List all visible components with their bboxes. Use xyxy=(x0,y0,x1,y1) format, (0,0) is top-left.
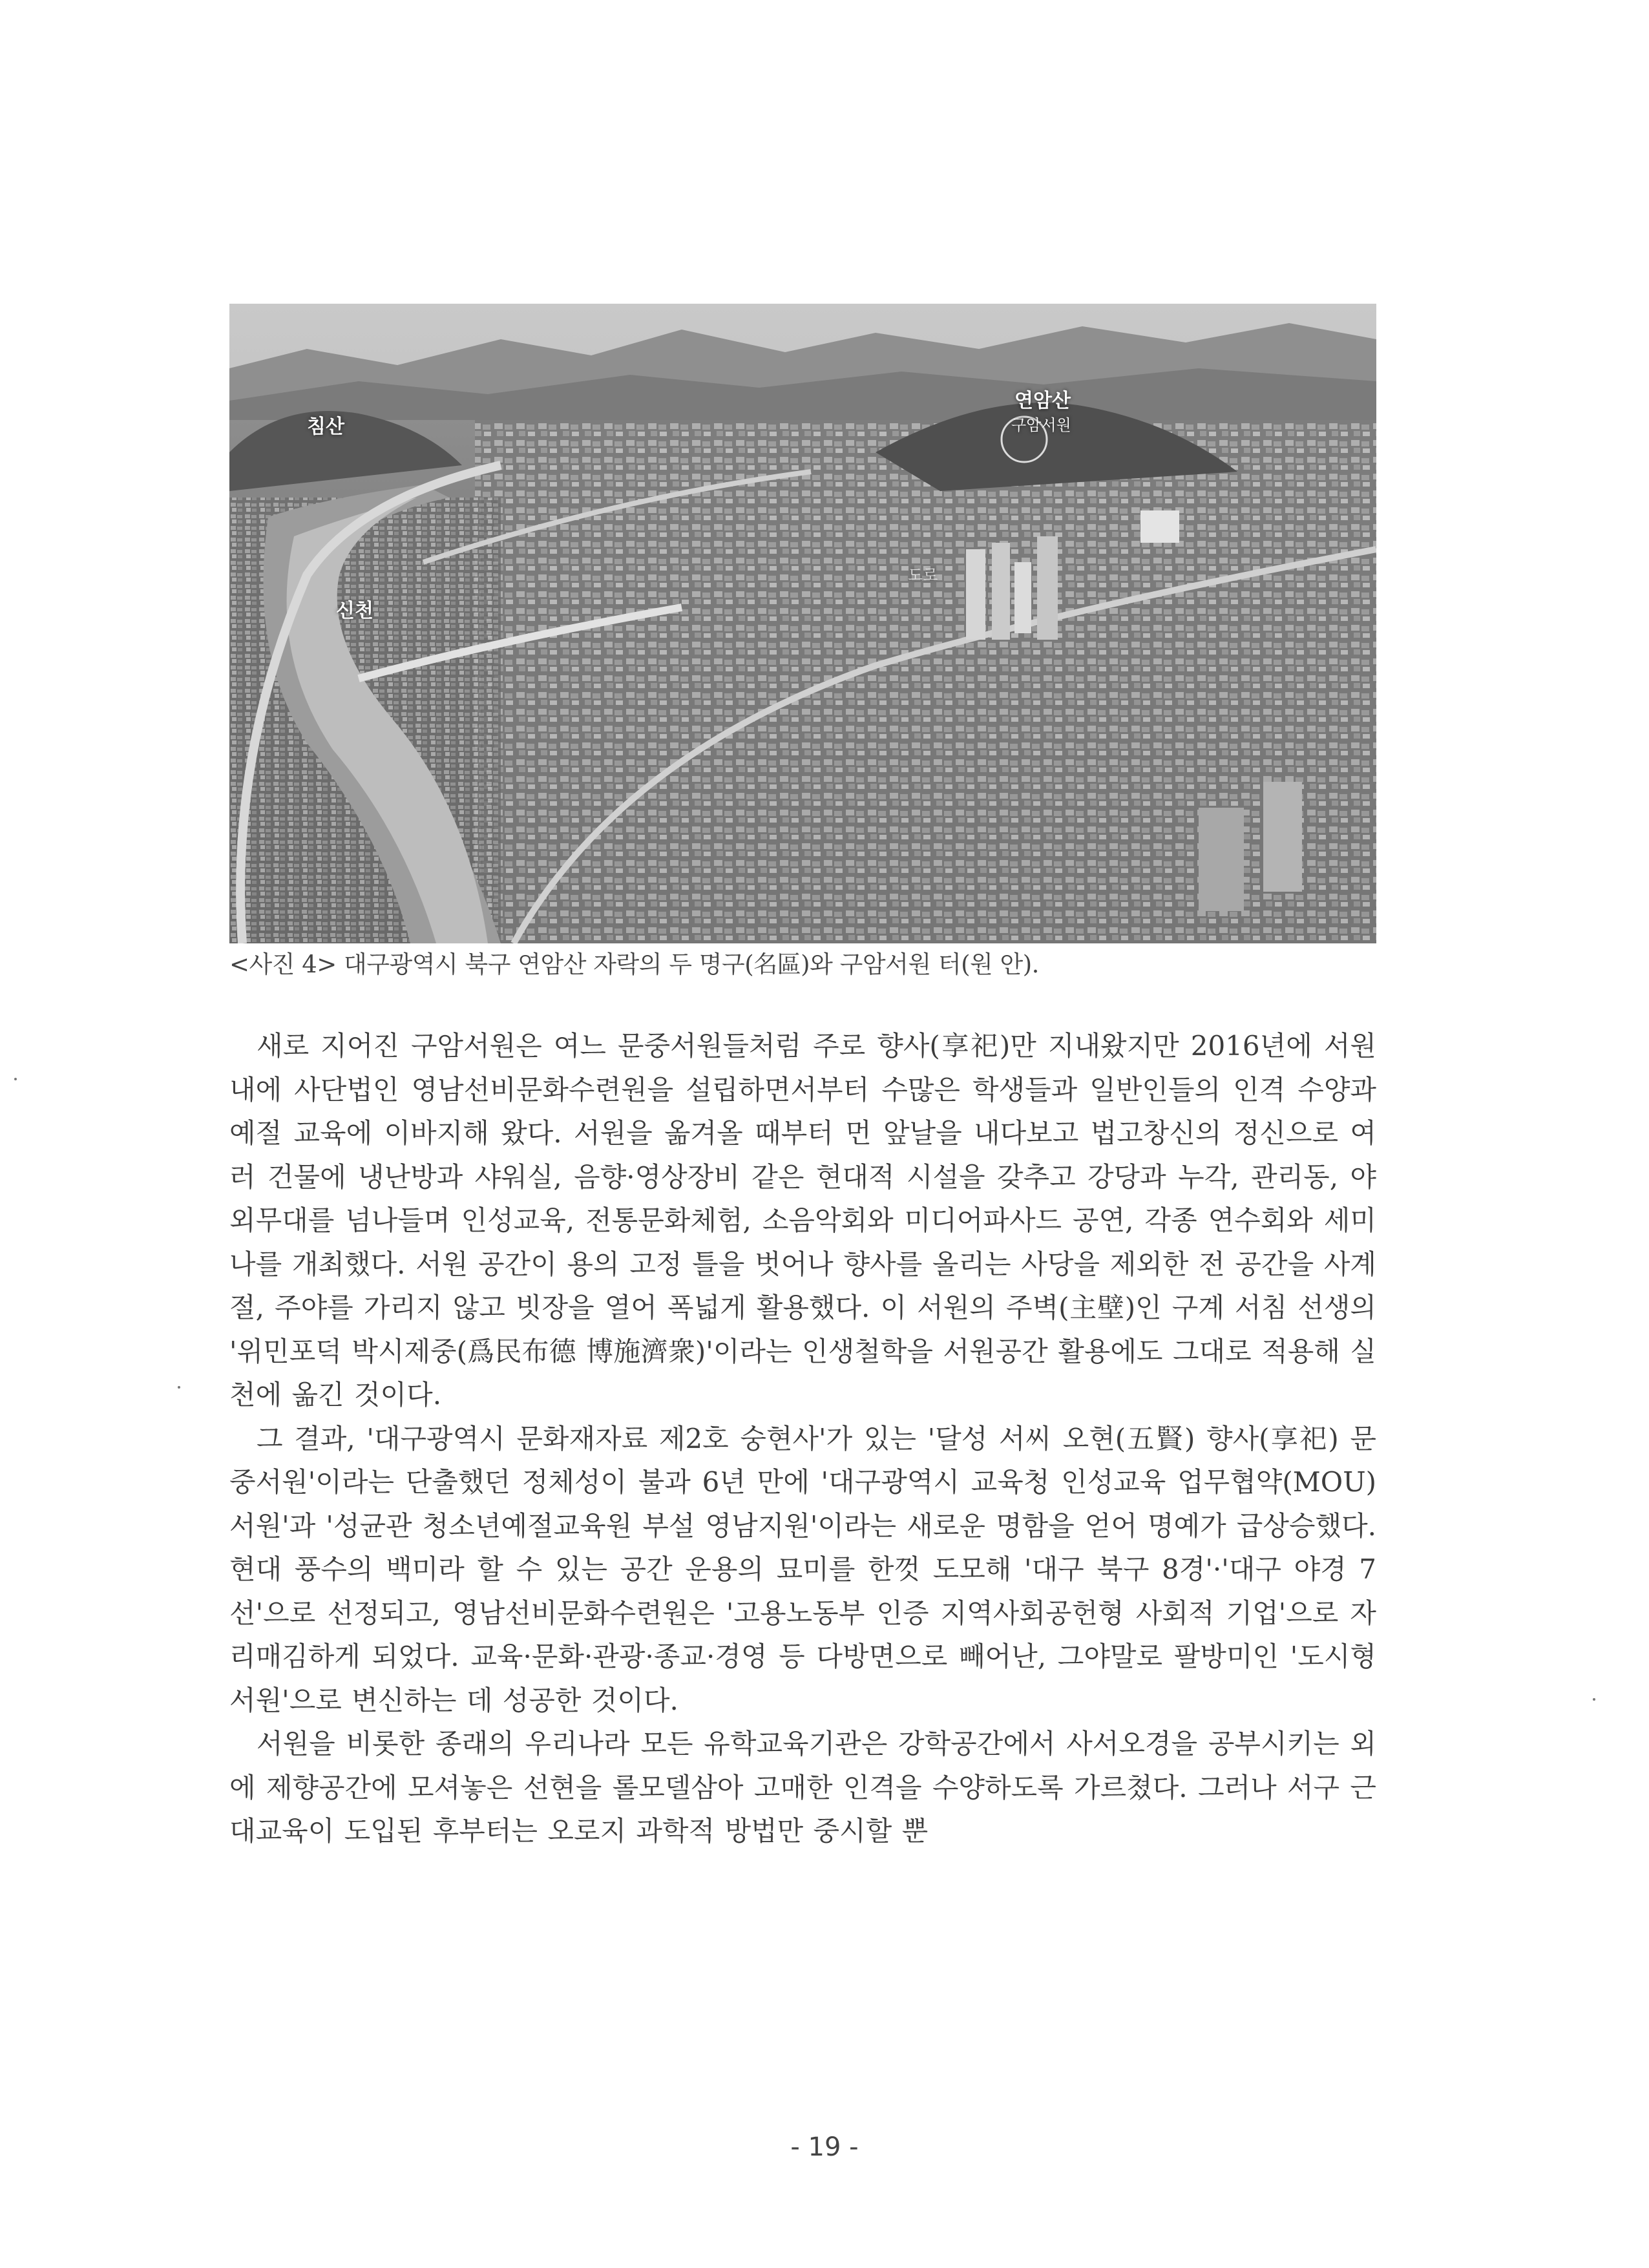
scan-speck xyxy=(14,1078,17,1080)
label-yeonamsan: 연암산 xyxy=(1014,390,1071,412)
page-number: - 19 - xyxy=(790,2132,859,2162)
aerial-photo xyxy=(229,304,1376,943)
body-text xyxy=(229,1024,1376,1853)
label-guamseowon: 구암서원 xyxy=(1011,416,1071,434)
scan-speck xyxy=(178,1386,180,1389)
label-chimsan: 침산 xyxy=(307,415,344,438)
aerial-photo-image xyxy=(229,304,1376,943)
paragraph-2: 그 결과, '대구광역시 문화재자료 제2호 숭현사'가 있는 '달성 서씨 오현(五賢) 향사(享祀) 문중서원'이라는 단출했던 정체성이 불과 6년 만에 '대구광역시 교육청 인성교육 업무협약(MOU) 서원'과 '성균관 청소년예절교육원 부설 영남지원'이라는 새로운 명함을 얻어 명예가 급상승했다. 현대 풍수의 백미라 할 수 있는 공간 운용의 묘미를 한껏 도모해 '대구 북구 8경'·'대구 야경 7선'으로 선정되고, 영남선비문화수련원은 '고용노동부 인증 지역사회공헌형 사회적 기업'으로 자리매김하게 되었다. 교육·문화·관광·종교·경영 등 다방면으로 빼어난, 그야말로 팔방미인 '도시형 서원'으로 변신하는 데 성공한 것이다. xyxy=(229,1422,1376,1716)
scan-speck xyxy=(1593,1698,1595,1701)
photo-caption: <사진 4> 대구광역시 북구 연암산 자락의 두 명구(名區)와 구암서원 터(원 안). xyxy=(229,950,1039,978)
label-sincheon: 신천 xyxy=(336,600,373,622)
paragraph-3: 서원을 비롯한 종래의 우리나라 모든 유학교육기관은 강학공간에서 사서오경을 공부시키는 외에 제향공간에 모셔놓은 선현을 롤모델삼아 고매한 인격을 수양하도록 가르쳤다. 그러나 서구 근대교육이 도입된 후부터는 오로지 과학적 방법만 중시할 뿐 xyxy=(229,1728,1376,1847)
label-road: 도로 xyxy=(908,566,938,584)
paragraph-1: 새로 지어진 구암서원은 여느 문중서원들처럼 주로 향사(享祀)만 지내왔지만 2016년에 서원 내에 사단법인 영남선비문화수련원을 설립하면서부터 수많은 학생들과 일반인들의 인격 수양과 예절 교육에 이바지해 왔다. 서원을 옮겨올 때부터 먼 앞날을 내다보고 법고창신의 정신으로 여러 건물에 냉난방과 샤워실, 음향·영상장비 같은 현대적 시설을 갖추고 강당과 누각, 관리동, 야외무대를 넘나들며 인성교육, 전통문화체험, 소음악회와 미디어파사드 공연, 각종 연수회와 세미나를 개최했다. 서원 공간이 용의 고정 틀을 벗어나 향사를 올리는 사당을 제외한 전 공간을 사계절, 주야를 가리지 않고 빗장을 열어 폭넓게 활용했다. 이 서원의 주벽(主壁)인 구계 서침 선생의 '위민포덕 박시제중(爲民布德 博施濟衆)'이라는 인생철학을 서원공간 활용에도 그대로 적용해 실천에 옮긴 것이다. xyxy=(229,1030,1376,1411)
